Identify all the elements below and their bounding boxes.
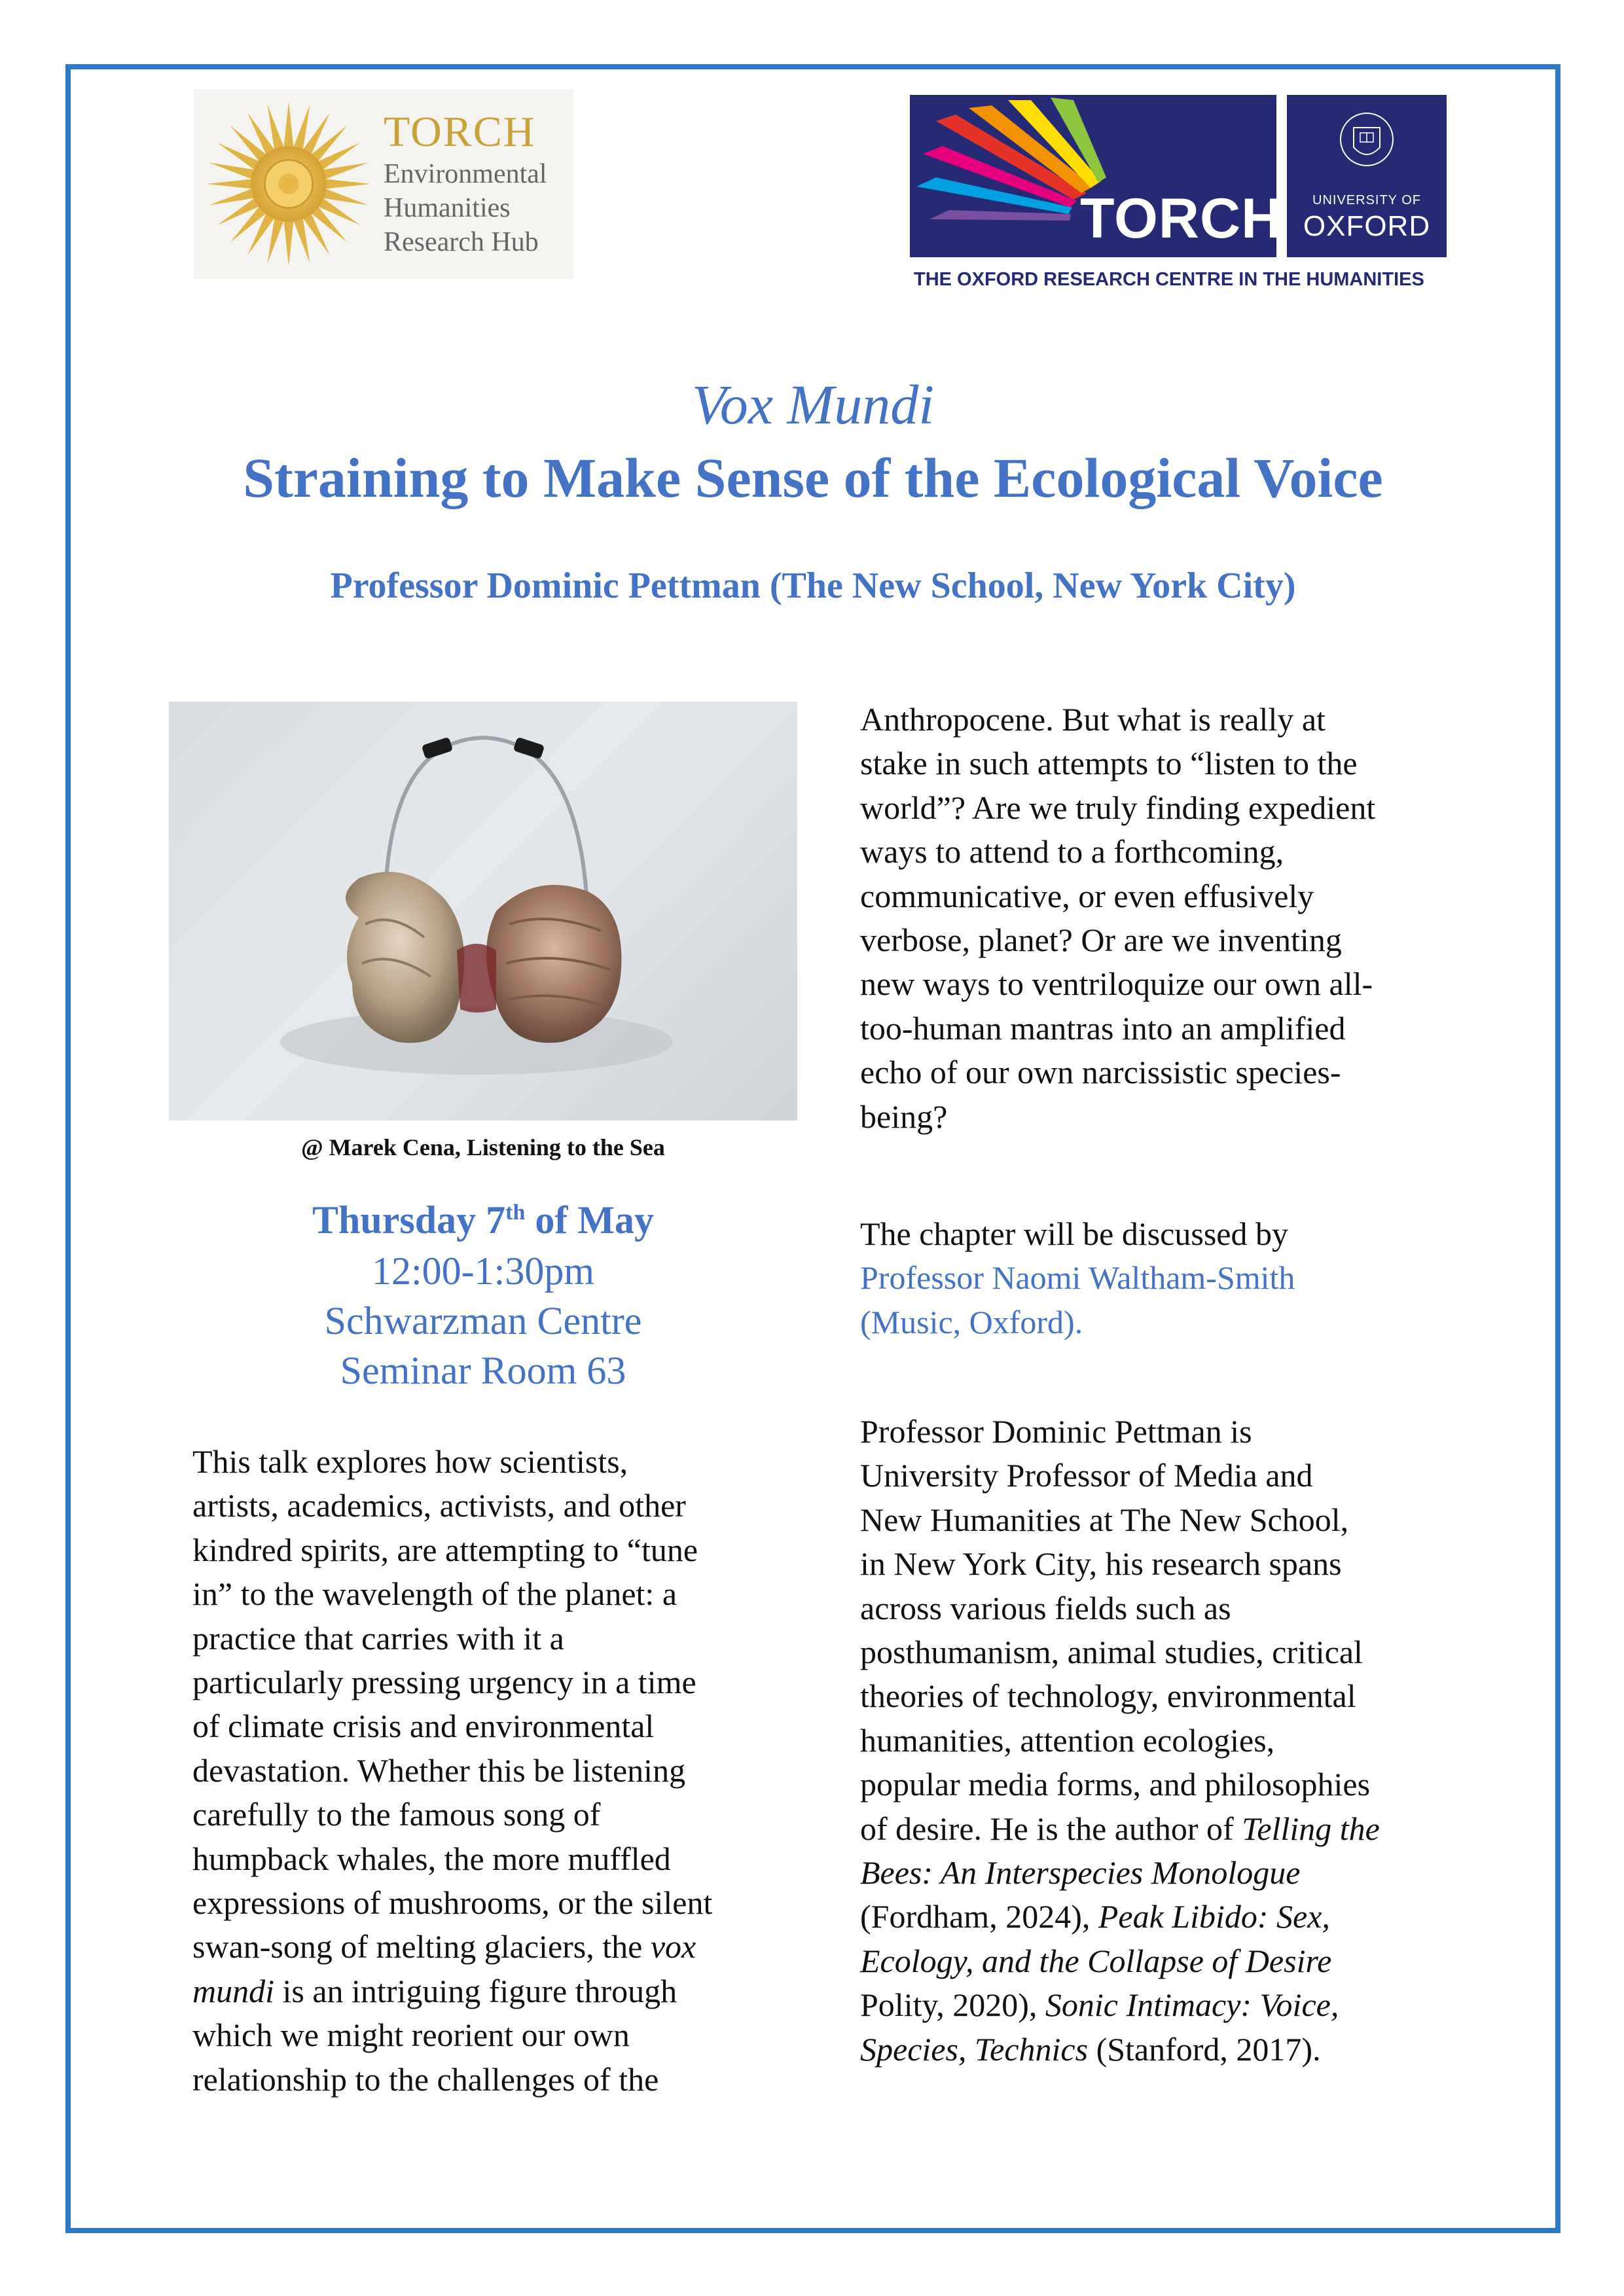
logo-left-title: TORCH xyxy=(384,108,536,156)
abstract-line: of climate crisis and environmental xyxy=(192,1708,655,1745)
bio-line xyxy=(860,1895,1508,1939)
oxford-crest-icon xyxy=(1339,107,1395,179)
book-title: Telling the xyxy=(1242,1810,1380,1847)
bio-line: posthumanism, animal studies, critical xyxy=(860,1634,1363,1671)
oxford-label: OXFORD xyxy=(1303,210,1431,242)
bio-text: of desire. He is the author of xyxy=(860,1810,1242,1847)
event-title-italic: Vox Mundi xyxy=(691,373,935,436)
event-time: 12:00-1:30pm xyxy=(372,1249,594,1293)
bio-line: in New York City, his research spans xyxy=(860,1545,1342,1583)
book-title: Sonic Intimacy: Voice, xyxy=(1045,1986,1339,2024)
abstract-line: This talk explores how scientists, xyxy=(192,1443,628,1480)
abstract-line: world”? Are we truly finding expedient xyxy=(860,789,1376,826)
abstract-right xyxy=(860,698,1508,1139)
abstract-line: too-human mantras into an amplified xyxy=(860,1009,1346,1047)
abstract-line: devastation. Whether this be listening xyxy=(192,1751,686,1789)
event-venue: Schwarzman Centre xyxy=(324,1299,642,1342)
abstract-line xyxy=(192,1925,821,1969)
abstract-line: echo of our own narcissistic species- xyxy=(860,1054,1341,1091)
abstract-line: relationship to the challenges of the xyxy=(192,2060,659,2098)
abstract-line: which we might reorient our own xyxy=(192,2017,630,2054)
shell-headphones-photo xyxy=(169,702,797,1121)
bio-line: University Professor of Media and xyxy=(860,1457,1313,1494)
speaker-line: Professor Dominic Pettman (The New School, New York City) xyxy=(330,565,1296,606)
logo-left-line: Research Hub xyxy=(384,227,539,257)
abstract-line: ways to attend to a forthcoming, xyxy=(860,833,1284,870)
sun-emblem-icon xyxy=(203,98,374,270)
book-title: Species, Technics xyxy=(860,2030,1089,2068)
abstract-line: particularly pressing urgency in a time xyxy=(192,1664,696,1701)
book-title: Bees: An Interspecies Monologue xyxy=(860,1854,1301,1892)
event-room: Seminar Room 63 xyxy=(340,1349,626,1392)
abstract-line: verbose, planet? Or are we inventing xyxy=(860,922,1342,959)
logo-left-line: Environmental xyxy=(384,159,547,189)
bio-line: humanities, attention ecologies, xyxy=(860,1721,1275,1759)
abstract-text: swan-song of melting glaciers, the xyxy=(192,1928,651,1965)
oxford-logo-box xyxy=(1287,95,1447,257)
abstract-line xyxy=(192,1969,821,2013)
logo-left-line: Humanities xyxy=(384,193,511,223)
bio-text: (Stanford, 2017). xyxy=(1088,2030,1321,2068)
university-of-label: UNIVERSITY OF xyxy=(1312,193,1421,207)
abstract-line: Anthropocene. But what is really at xyxy=(860,701,1326,738)
bio-text: (Fordham, 2024), xyxy=(860,1898,1098,1935)
mundi-italic: mundi xyxy=(192,1972,274,2009)
torch-logo-box xyxy=(910,95,1283,257)
bio-line: popular media forms, and philosophies xyxy=(860,1766,1371,1803)
event-date-prefix: Thursday 7 xyxy=(312,1198,506,1242)
bio-line xyxy=(860,1807,1508,1851)
bio-line: across various fields such as xyxy=(860,1589,1231,1626)
abstract-line: practice that carries with it a xyxy=(192,1619,564,1657)
discussant-name: Professor Naomi Waltham-Smith xyxy=(860,1259,1295,1297)
abstract-left xyxy=(192,1440,821,2102)
discussant-intro: The chapter will be discussed by xyxy=(860,1215,1288,1252)
abstract-line: stake in such attempts to “listen to the xyxy=(860,745,1358,782)
torch-wordmark: TORCH xyxy=(1080,187,1283,250)
abstract-line: carefully to the famous song of xyxy=(192,1796,601,1833)
bio-line: Professor Dominic Pettman is xyxy=(860,1413,1252,1450)
abstract-line: in” to the wavelength of the planet: a xyxy=(192,1575,677,1613)
event-date xyxy=(169,1195,797,1245)
abstract-line: communicative, or even effusively xyxy=(860,877,1314,914)
bio-line xyxy=(860,1983,1508,2027)
bio-text: Polity, 2020), xyxy=(860,1986,1045,2024)
discussant-affiliation: (Music, Oxford). xyxy=(860,1303,1083,1340)
book-title: Ecology, and the Collapse of Desire xyxy=(860,1942,1332,1979)
abstract-line: being? xyxy=(860,1098,948,1135)
bio-line xyxy=(860,1939,1508,1983)
discussant-block xyxy=(860,1212,1508,1344)
shell-headphones-image xyxy=(169,702,797,1121)
torch-environmental-humanities-logo xyxy=(194,89,573,279)
photo-caption: @ Marek Cena, Listening to the Sea xyxy=(301,1134,665,1160)
torch-tagline: THE OXFORD RESEARCH CENTRE IN THE HUMANITIES xyxy=(914,269,1424,290)
bio-line xyxy=(860,2028,1508,2072)
speaker-bio xyxy=(860,1410,1508,2072)
abstract-line: new ways to ventriloquize our own all- xyxy=(860,965,1373,1003)
abstract-line: expressions of mushrooms, or the silent xyxy=(192,1884,713,1922)
abstract-line: humpback whales, the more muffled xyxy=(192,1840,671,1877)
event-date-suffix: of May xyxy=(525,1198,654,1242)
vox-italic: vox xyxy=(650,1928,696,1965)
torch-oxford-logo xyxy=(910,95,1447,291)
abstract-text: is an intriguing figure through xyxy=(274,1972,677,2009)
event-date-sup: th xyxy=(505,1200,526,1225)
bio-line xyxy=(860,1851,1508,1895)
abstract-line: artists, academics, activists, and other xyxy=(192,1487,686,1524)
abstract-line: kindred spirits, are attempting to “tune xyxy=(192,1531,698,1568)
event-subtitle: Straining to Make Sense of the Ecological Voice xyxy=(243,446,1383,509)
book-title: Peak Libido: Sex, xyxy=(1098,1898,1330,1935)
bio-line: theories of technology, environmental xyxy=(860,1677,1356,1715)
bio-line: New Humanities at The New School, xyxy=(860,1501,1349,1538)
